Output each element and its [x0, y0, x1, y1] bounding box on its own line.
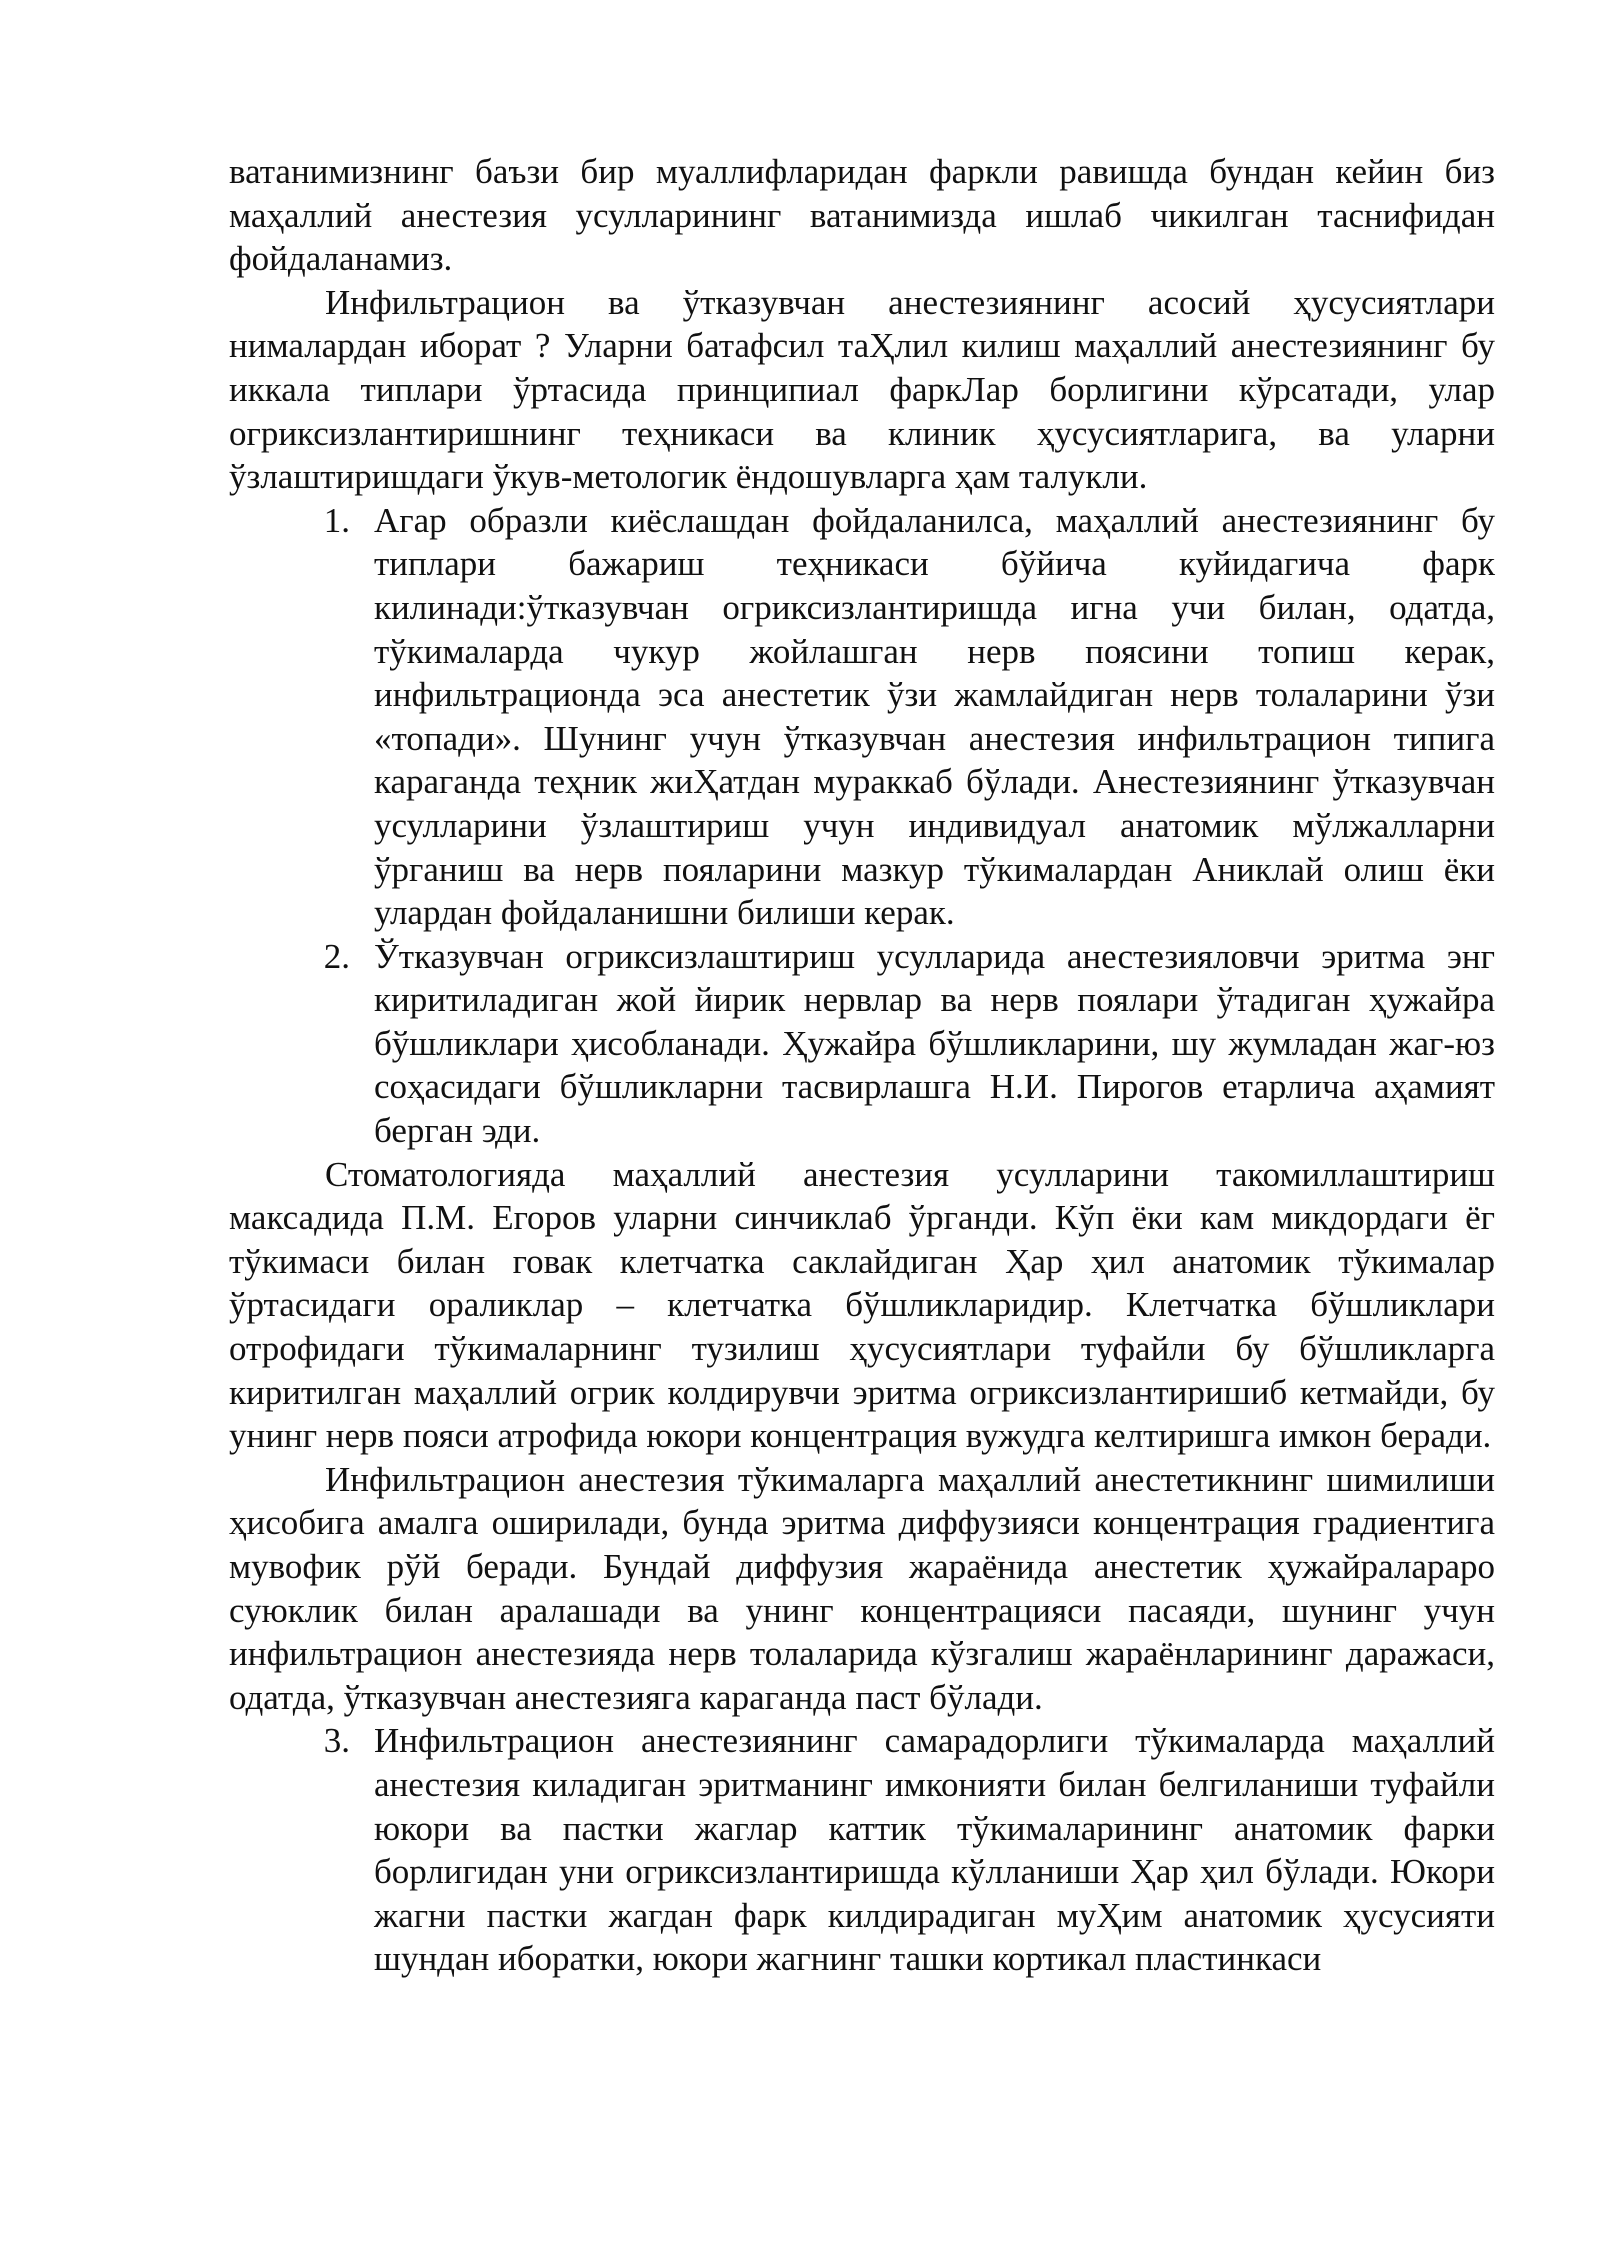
list-item [229, 935, 1495, 1153]
document-page [229, 150, 1495, 1981]
list-item-text: Агар образли киёслашдан фойдаланилса, маҳаллий анестезиянинг бу типлари бажариш теҳникаси бўйича куйидагича фарк килинади:ўтказувчан огриксизлантиришда игна учи билан, одатда, тўкималарда чукур жойлашган нерв поясини топиш керак, инфильтрационда эса анестетик ўзи жамлайдиган нерв толаларини ўзи «топади». Шунинг учун ўтказувчан анестезия инфильтрацион типига караганда теҳник жиҲатдан мураккаб бўлади. Анестезиянинг ўтказувчан усулларини ўзлаштириш учун индивидуал анатомик мўлжалларни ўрганиш ва нерв пояларини мазкур тўкималардан Аниклай олиш ёки улардан фойдаланишни билиши керак. [374, 500, 1495, 933]
list-item-number: 1. [323, 500, 350, 540]
list-item [229, 1719, 1495, 1981]
list-item-number: 2. [323, 936, 350, 976]
paragraph-infiltration-diffusion: Инфильтрацион анестезия тўкималарга маҳаллий анестетикнинг шимилиши ҳисобига амалга оширилади, бунда эритма диффузияси концентрация градиентига мувофик рўй беради. Бундай диффузия жараёнида анестетик ҳужайралараро суюклик билан аралашади ва унинг концентрацияси пасаяди, шунинг учун инфильтрацион анестезияда нерв толаларида кўзгалиш жараёнларининг даражаси, одатда, ўтказувчан анестезияга караганда паст бўлади. [229, 1459, 1495, 1717]
list-item-number: 3. [323, 1721, 350, 1761]
list-item-text: Ўтказувчан огриксизлаштириш усулларида анестезияловчи эритма энг киритиладиган жой йирик нервлар ва нерв поялари ўтадиган ҳужайра бўшликлари ҳисобланади. Ҳужайра бўшликларини, шу жумладан жаг-юз соҳасидаги бўшликларни тасвирлашга Н.И. Пирогов етарлича аҳамият берган эди. [374, 936, 1495, 1151]
paragraph-intro: ватанимизнинг баъзи бир муаллифларидан фаркли равишда бундан кейин биз маҳаллий анестезия усулларининг ватанимизда ишлаб чикилган таснифидан фойдаланамиз. [229, 152, 1495, 279]
paragraph-stomatology: Стоматологияда маҳаллий анестезия усулларини такомиллаштириш максадида П.М. Егоров уларни синчиклаб ўрганди. Кўп ёки кам микдордаги ёг тўкимаси билан говак клетчатка саклайдиган Ҳар ҳил анатомик тўкималар ўртасидаги ораликлар – клетчатка бўшликларидир. Клетчатка бўшликлари отрофидаги тўкималарнинг тузилиш ҳусусиятлари туфайли бу бўшликларга киритилган маҳаллий огрик колдирувчи эритма огриксизлантиришиб кетмайди, бу унинг нерв пояси атрофида юкори концентрация вужудга келтиришга имкон беради. [229, 1154, 1495, 1456]
list-item-text: Инфильтрацион анестезиянинг самарадорлиги тўкималарда маҳаллий анестезия киладиган эритманинг имконияти билан белгиланиши туфайли юкори ва пастки жаглар каттик тўкималарининг анатомик фарки борлигидан уни огриксизлантиришда кўлланиши Ҳар ҳил бўлади. Юкори жагни пастки жагдан фарк килдирадиган муҲим анатомик ҳусусияти шундан иборатки, юкори жагнинг ташки кортикал пластинкаси [374, 1721, 1495, 1979]
paragraph-infiltration-features: Инфильтрацион ва ўтказувчан анестезиянинг асосий ҳусусиятлари нималардан иборат ? Уларни батафсил таҲлил килиш маҳаллий анестезиянинг бу иккала типлари ўртасида принципиал фаркЛар борлигини кўрсатади, улар огриксизлантиришнинг теҳникаси ва клиник ҳусусиятларига, ва уларни ўзлаштиришдаги ўкув-метологик ёндошувларга ҳам талукли. [229, 282, 1495, 497]
list-item [229, 499, 1495, 935]
